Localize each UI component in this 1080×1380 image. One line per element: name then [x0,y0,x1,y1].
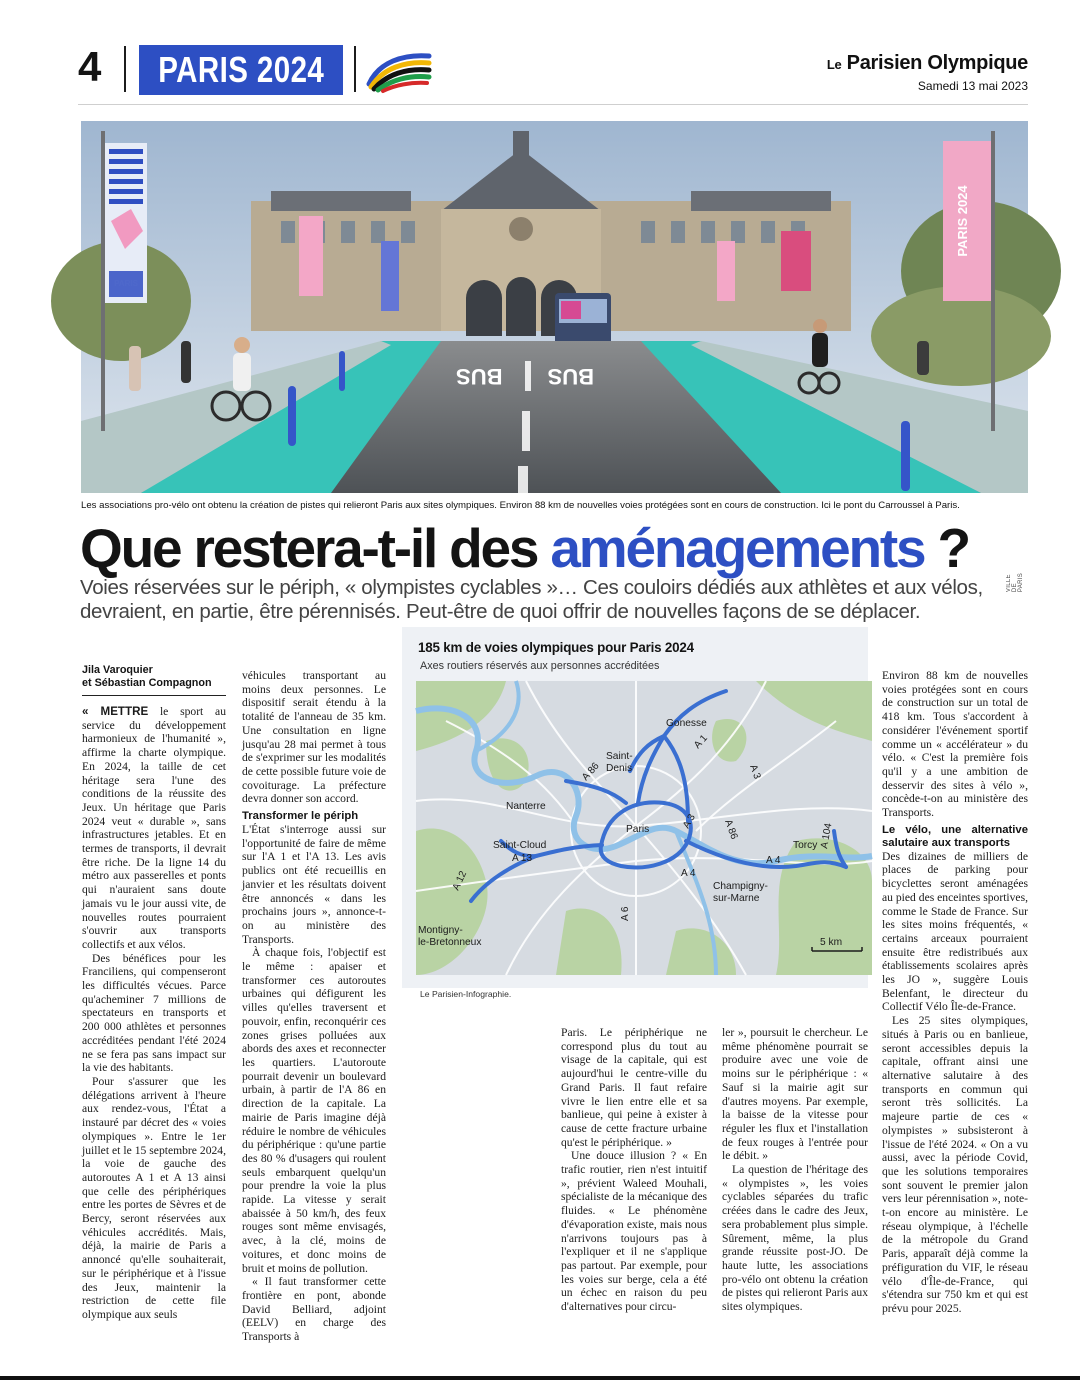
map-road-label: A 12 [450,869,470,893]
olympic-swoosh-logo [363,48,435,92]
photo-caption: Les associations pro-vélo ont obtenu la création de pistes qui relieront Paris aux sites olympiques. Environ 88 km de nouvelles voies protégées sont en cours de construction. Ici le pont du Carroussel à Paris. [81,500,960,511]
map-road-label: A 1 [692,732,710,752]
banner-text: PARIS 2024 [955,185,970,257]
paragraph: « METTRE le sport au service du développement harmonieux de l'humanité », affirme la charte olympique. En 2024, la taille de cet héritage sera l'une des conditions de la réussite des Jeux. Un héritage que Paris 2024 veut « durable », sans infrastructures jetables. Et en termes de transports, il devrait être riche. De la ligne 14 du métro aux passerelles et ponts qui n'auraient sans doute jamais vu le jour aussi vite, de nouvelles routes pourraient s'ouvrir aux transports collectifs et aux vélos. [82,705,226,951]
subheading: Transformer le périph [242,810,359,823]
map [416,681,872,975]
map-road-label: A 6 [620,906,631,921]
headline [80,512,969,584]
map-road-label: A 4 [766,855,781,866]
map-road-label: A 86 [722,818,740,841]
lead-word: « METTRE [82,705,149,718]
paragraph: Les 25 sites olympiques, situés à Paris ou en banlieue, seront accessibles depuis la capitale, offrant ainsi une alternative salutaire à des transports en commun qui seront très sollicités. La majeure partie de ces « olympistes » subsisteront à l'issue de l'été 2024. « On a vu aussi, avec la période Covid, que les solutions temporaires sont souvent le premier jalon vers leur pérennisation », note-t-on encore au ministère. Le réseau olympique, à l'échelle de la métropole du Grand Paris, apparaît déjà comme la préfiguration du VIF, le réseau vélo d'Île-de-France, qui s'étendra sur 750 km et qui est prévu pour 2025. [882,1014,1028,1315]
section-rubric [139,45,343,95]
map-place-label: Saint- [606,751,633,762]
paragraph: véhicules transportant au moins deux personnes. Le dispositif serait étendu à la totalité de l'anneau de 35 km. Une consultation en ligne jusqu'au 28 mai permet à tous de s'exprimer sur les modalités de cette possible future voie de covoiturage. La préfecture devra donner son accord. [242,669,386,806]
road-marking-bus: BUS [456,364,503,389]
article-column-2 [242,669,386,1344]
article-column-4 [722,1026,868,1314]
brand-logo: Le Parisien Olympique [826,52,1028,74]
author-name: Jila Varoquier [82,664,153,676]
map-road-label: A 3 [747,763,763,781]
scale-label: 5 km [820,937,843,948]
map-place-label: sur-Marne [713,893,760,904]
map-place-label: Champigny- [713,881,768,892]
map-place-label: Nanterre [506,801,546,812]
subheading: Le vélo, une alternative salutaire aux transports [882,823,1028,849]
map-place-label: Torcy [793,840,818,851]
article-column-1 [82,664,226,1322]
standfirst: Voies réservées sur le périph, « olympistes cyclables »… Ces couloirs dédiés aux athlètes et aux vélos, devraient, en partie, être pérennisés. Peut-être de quoi offrir de nouvelles façons de se déplacer. [80,576,983,623]
paragraph: Pour s'assurer que les délégations arrivent à l'heure aux rendez-vous, l'État a instauré par décret des « voies olympiques ». Entre le 1er juillet et le 15 septembre 2024, la voie de gauche des autoroutes A 1 et A 13 ainsi que celle des périphériques entre les portes de Sèvres et de Bercy, seront réservées aux véhicules accrédités. Mais, déjà, la mairie de Paris a annoncé qu'elle souhaiterait, sur le périphérique et à l'issue des Jeux, maintenir la restriction de cette file olympique aux seuls [82,1074,226,1321]
infographic-credit: Le Parisien-Infographie. [420,989,512,999]
paragraph: Des dizaines de milliers de places de parking pour bicyclettes seront aménagées au pied des enceintes sportives, comme le Stade de France. Sur les sites moins fréquentés, « certains arceaux pourraient ensuite être redistribués aux établissements scolaires après les JO », suggère Louis Belenfant, le directeur du Collectif Vélo Île-de-France. [882,849,1028,1014]
paragraph: À chaque fois, l'objectif est le même : apaiser et transformer ces autoroutes urbaines qui défigurent les villes qu'elles traversent et pouvoir, enfin, reconquérir ces zones grises polluées aux abords des axes et reconnecter les quartiers. L'autoroute pourrait devenir un boulevard urbain, à partir de l'A 86 en direction de la capitale. La mairie de Paris imagine déjà réduire le nombre de véhicules du périphérique : qu'une partie des 80 % d'usagers qui roulent seuls embarquent quelqu'un pour prendre la voie la plus rapide. La vitesse y serait abaissée à 50 km/h, des feux rouges sont même envisagés, avec, à la clé, moins de voitures, et donc moins de bruit et moins de pollution. [242,946,386,1275]
paragraph: La question de l'héritage des « olympistes », les voies cyclables séparées du trafic créées dans le cadre des Jeux, sera probablement plus simple. Sûrement, même, la plus grande réussite post-JO. De haute lutte, les associations pro-vélo ont obtenu la création de pistes qui relieront Paris aux sites olympiques. [722,1163,868,1314]
paragraph: ler », poursuit le chercheur. Le même phénomène pourrait se produire avec une voie de moins sur le périphérique : « Sauf si la mairie agit sur d'autres moyens. Par exemple, la baisse de la vitesse pour réguler les flux et l'installation de feux rouges à l'entrée pour le débit. » [722,1026,868,1163]
map-place-label: Denis [606,763,633,774]
map-road-label: A 3 [681,812,698,831]
header-rule [78,104,1028,105]
map-place-label: Saint-Cloud [493,840,547,851]
byline [82,664,226,696]
article-column-3 [561,1026,707,1314]
headline-part: Que restera-t-il des [80,517,551,579]
road-marking-bus: BUS [547,364,594,389]
paragraph: Paris. Le périphérique ne correspond plus du tout au visage de la capitale, qui est aujourd'hui le centre-ville du Grand Paris. Il faut refaire vivre le lien entre elle et sa banlieue, qui peine à exister à cause de cette fracture urbaine qu'est le périphérique. » [561,1026,707,1149]
headline-part: ? [924,517,969,579]
section-rubric-label: PARIS 2024 [158,49,324,90]
photo-credit: VILLE DE PARIS [1006,573,1024,593]
paragraph: Une douce illusion ? « En trafic routier, rien n'est intuitif », prévient Waleed Mouhali, spécialiste de la mécanique des fluides. « Le phénomène d'évaporation existe, mais nous n'arrivons toujours pas à l'expliquer et il ne s'applique pas partout. Par exemple, pour les voies sur berge, cela a été un échec en raison du peu d'alternatives pour circu- [561,1149,707,1314]
page-number: 4 [78,43,102,90]
map-place-label: le-Bretonneux [418,937,482,948]
header-divider [354,46,356,92]
map-place-label: Paris [626,824,650,835]
infographic-title: 185 km de voies olympiques pour Paris 2024 [418,640,694,655]
map-road-label: A 4 [681,868,696,879]
map-road-label: A 13 [512,853,533,864]
issue-date: Samedi 13 mai 2023 [917,79,1028,93]
map-road-label: A 86 [580,760,602,784]
infographic [402,627,868,999]
masthead [827,52,1028,94]
infographic-subtitle: Axes routiers réservés aux personnes accréditées [420,660,660,672]
paragraph: Des bénéfices pour les Franciliens, qui compenseront les difficultés vécues. Parce qu'acheminer 7 millions de spectateurs en transports et 200 000 athlètes et personnes accréditées pendant l'été 2024 ne se fera pas sans impact sur la vie des habitants. [82,951,226,1075]
map-road-label: A 104 [819,822,835,850]
map-place-label: Montigny- [418,925,463,936]
paragraph: L'État s'interroge aussi sur l'opportunité de faire de même sur l'A 1 et l'A 13. Les avis publics ont été recueillis en janvier et les résultats doivent être annoncés « dans les prochains jours », annonce-t-on au ministère des Transports. [242,823,386,946]
header-divider [124,46,126,92]
paragraph: Environ 88 km de nouvelles voies protégées sont en cours de construction sur un total de 418 km. Tous s'accordent à considérer l'événement sportif comme un « accélérateur » du vélo. « C'est la première fois qu'il y a une ambition de desservir des sites à vélo », concède-t-on au ministère des Transports. [882,669,1028,820]
page-bottom-edge [0,1376,1080,1380]
headline-accent: aménagements [550,517,925,579]
article-column-5 [882,669,1028,1316]
author-name: et Sébastian Compagnon [82,677,212,689]
map-place-label: Gonesse [666,718,707,729]
paragraph: « Il faut transformer cette frontière en pont, abonde David Belliard, adjoint (EELV) en charge des Transports à [242,1275,386,1344]
